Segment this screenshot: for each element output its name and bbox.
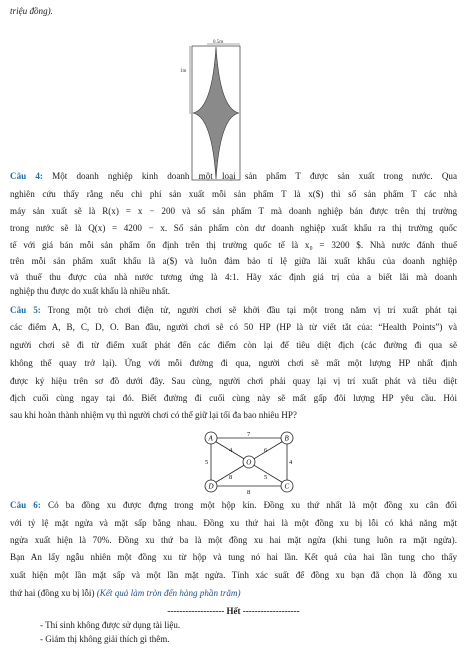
q4-line-6: trên mỗi sản phẩm xuất khẩu là a($) và luôn đảm bảo tỉ lệ giữa lãi xuất khẩu của doanh nghiệp (10, 256, 457, 266)
edge-b-o (252, 440, 285, 460)
q6-line-2: với tỷ lệ mặt ngửa và mặt sấp bằng nhau. Đồng xu thứ hai là một đồng xu bị lỗi có khả năng mặt (10, 518, 457, 528)
intro-fragment: triệu đồng). (10, 6, 53, 16)
weight-c-o: 5 (264, 474, 268, 481)
figure-left-label: 1m (180, 69, 187, 74)
footer-note-2: - Giám thị không giải thích gì thêm. (40, 634, 170, 644)
q6-line-6: thứ hai (đồng xu bị lỗi) (Kết quả làm tròn đến hàng phần trăm) (10, 588, 241, 598)
node-c-label: C (284, 482, 290, 491)
figure-top-label: 0.5m (213, 40, 224, 45)
q4-line-2: nghiên cứu thấy rằng nếu chi phí sản xuất mỗi sản phẩm T là x($) thì số sản phẩm T các nhà (10, 189, 457, 199)
node-a-label: A (208, 434, 213, 443)
q4-line-8: nghiệp thu được do xuất khẩu là nhiều nhất. (10, 286, 171, 296)
q5-line-6: địch cuối cùng ngay tại đó. Biết đường đi cuối cùng này sẽ mất gấp đôi lượng HP yêu cầu. Hỏi (10, 393, 457, 403)
edge-c-o (252, 464, 285, 484)
q6-line-5: xuất hiện một lần mặt sấp và một lần mặt ngửa. Tính xác suất để đồng xu bạn đã chọn là đồng xu (10, 570, 457, 580)
node-d-label: D (208, 482, 214, 491)
q5-line-1: Câu 5: Trong một trò chơi điện tử, người chơi sẽ khởi đầu tại một trong năm vị trí xuất phát tại (10, 305, 457, 315)
end-marker: ------------------- Hết ------------------- (167, 606, 300, 616)
q4-label: Câu 4: (10, 171, 43, 181)
weight-a-d: 5 (205, 459, 209, 466)
q4-line-4: trong nước sẽ là Q(x) = 4200 − x. Số sản phẩm còn dư doanh nghiệp xuất khẩu ra thị trường quốc (10, 223, 457, 233)
weight-a-b: 7 (247, 431, 251, 438)
q4-line-1: Câu 4: Một doanh nghiệp kinh doanh một loại sản phẩm T được sản xuất trong nước. Qua (10, 171, 457, 181)
q6-rounding-note: (Kết quả làm tròn đến hàng phần trăm) (96, 588, 241, 598)
q5-label: Câu 5: (10, 305, 41, 315)
q4-line-3: máy sản xuất sẽ là R(x) = x − 200 và số sản phẩm T mà doanh nghiệp bán được trên thị trường (10, 206, 457, 216)
q6-label: Câu 6: (10, 500, 41, 510)
footer-note-1: - Thí sinh không được sử dụng tài liệu. (40, 620, 181, 630)
node-o-label: O (246, 458, 252, 467)
q5-line-3: người chơi sẽ đi từ điểm xuất phát đến các điểm còn lại để tiêu diệt địch (các đường đi qua sẽ (10, 340, 457, 350)
weight-d-c: 8 (247, 489, 251, 496)
node-b-label: B (284, 434, 289, 443)
q6-line-4: Bạn An lấy ngẫu nhiên một đồng xu từ hộp và tung nó hai lần. Kết quả của hai lần tung cho thấy (10, 552, 457, 562)
hp-route-graph (196, 428, 300, 501)
graph-nodes (205, 432, 293, 492)
weight-b-c: 4 (289, 459, 293, 466)
q6-line-1: Câu 6: Có ba đồng xu được đựng trong một hộp kín. Đồng xu thứ nhất là một đồng xu cân đối (10, 500, 457, 510)
weight-d-o: 8 (229, 474, 233, 481)
figure-concave-diamond (180, 34, 290, 187)
q6-line-3: ngửa xuất hiện là 70%. Đồng xu thứ ba là một đồng xu hai mặt ngửa (khi tung luôn ra mặt ngửa). (10, 535, 457, 545)
q5-line-4: không thể quay trở lại). Ứng với mỗi đường đi qua, người chơi sẽ mất một lượng HP nhất định (10, 358, 457, 368)
weight-a-o: 4 (229, 447, 233, 454)
q5-line-7: sau khi hoàn thành nhiệm vụ thì người chơi có thể giữ lại tối đa bao nhiêu HP? (10, 410, 297, 420)
q5-line-2: các điểm A, B, C, D, O. Ban đầu, người chơi sẽ có 50 HP (HP là từ viết tắt của: “Health Points”) và (10, 322, 457, 332)
q4-line-5: tế với giá bán mỗi sản phẩm ổn định trên thị trường quốc tế là x₀ = 3200 $. Nhà nước đánh thuế (10, 240, 457, 250)
q4-line-7: và thuế thu được của nhà nước tương ứng là 4:1. Hãy xác định giá trị của a biết lãi mà doanh (10, 272, 457, 282)
weight-b-o: 6 (264, 447, 268, 454)
q5-line-5: được ký hiệu trên sơ đồ dưới đây. Sau cùng, người chơi phải quay lại vị trí xuất phát và tiêu diệt (10, 376, 457, 386)
